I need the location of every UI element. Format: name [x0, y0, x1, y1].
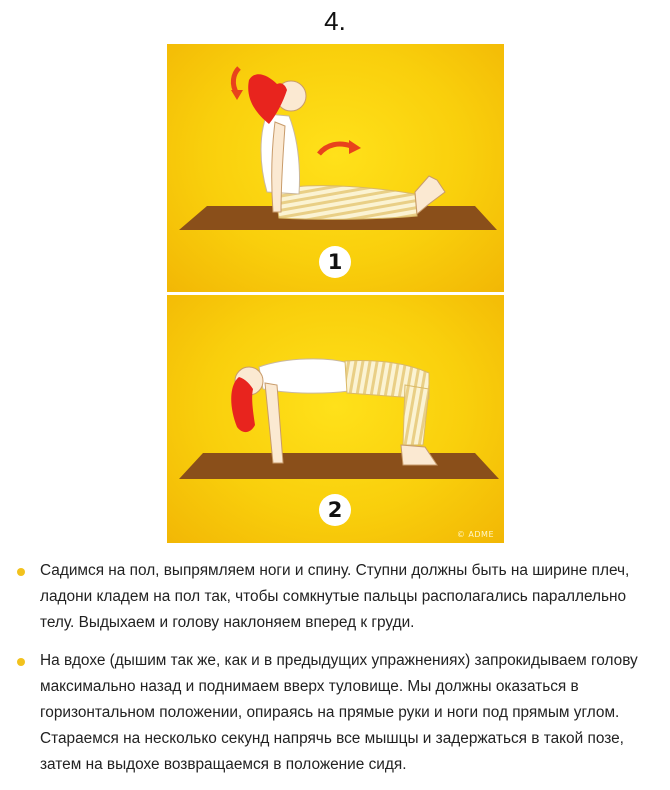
yoga-mat — [179, 453, 499, 479]
copyright-watermark: © ADME — [456, 530, 494, 539]
bullet-icon — [17, 568, 25, 576]
instruction-list — [0, 558, 670, 790]
arrow-down-icon — [231, 90, 243, 100]
arrow-right-icon — [349, 140, 361, 154]
list-item — [0, 558, 670, 636]
illustration-panel-1 — [167, 44, 504, 292]
step-badge-1: 1 — [319, 246, 351, 278]
instruction-text: Садимся на пол, выпрямляем ноги и спину. Ступни должны быть на ширине плеч, ладони кладем на пол так, чтобы сомкнутые пальцы располагались параллельно телу. Выдыхаем и голову наклоняем вперед к груди. — [40, 562, 630, 631]
instruction-text: На вдохе (дышим так же, как и в предыдущих упражнениях) запрокидываем голову максимально назад и поднимаем вверх туловище. Мы должны оказаться в горизонтальном положении, опираясь на прямые руки и ноги под прямым углом. Стараемся на несколько секунд напрячь все мышцы и задержаться в такой позе, затем на выдохе возвращаемся в положение сидя. — [40, 652, 638, 773]
step-badge-2: 2 — [319, 494, 351, 526]
step-number-title: 4. — [324, 6, 346, 36]
bullet-icon — [17, 658, 25, 666]
illustration-panel-2 — [167, 295, 504, 543]
list-item — [0, 648, 670, 778]
